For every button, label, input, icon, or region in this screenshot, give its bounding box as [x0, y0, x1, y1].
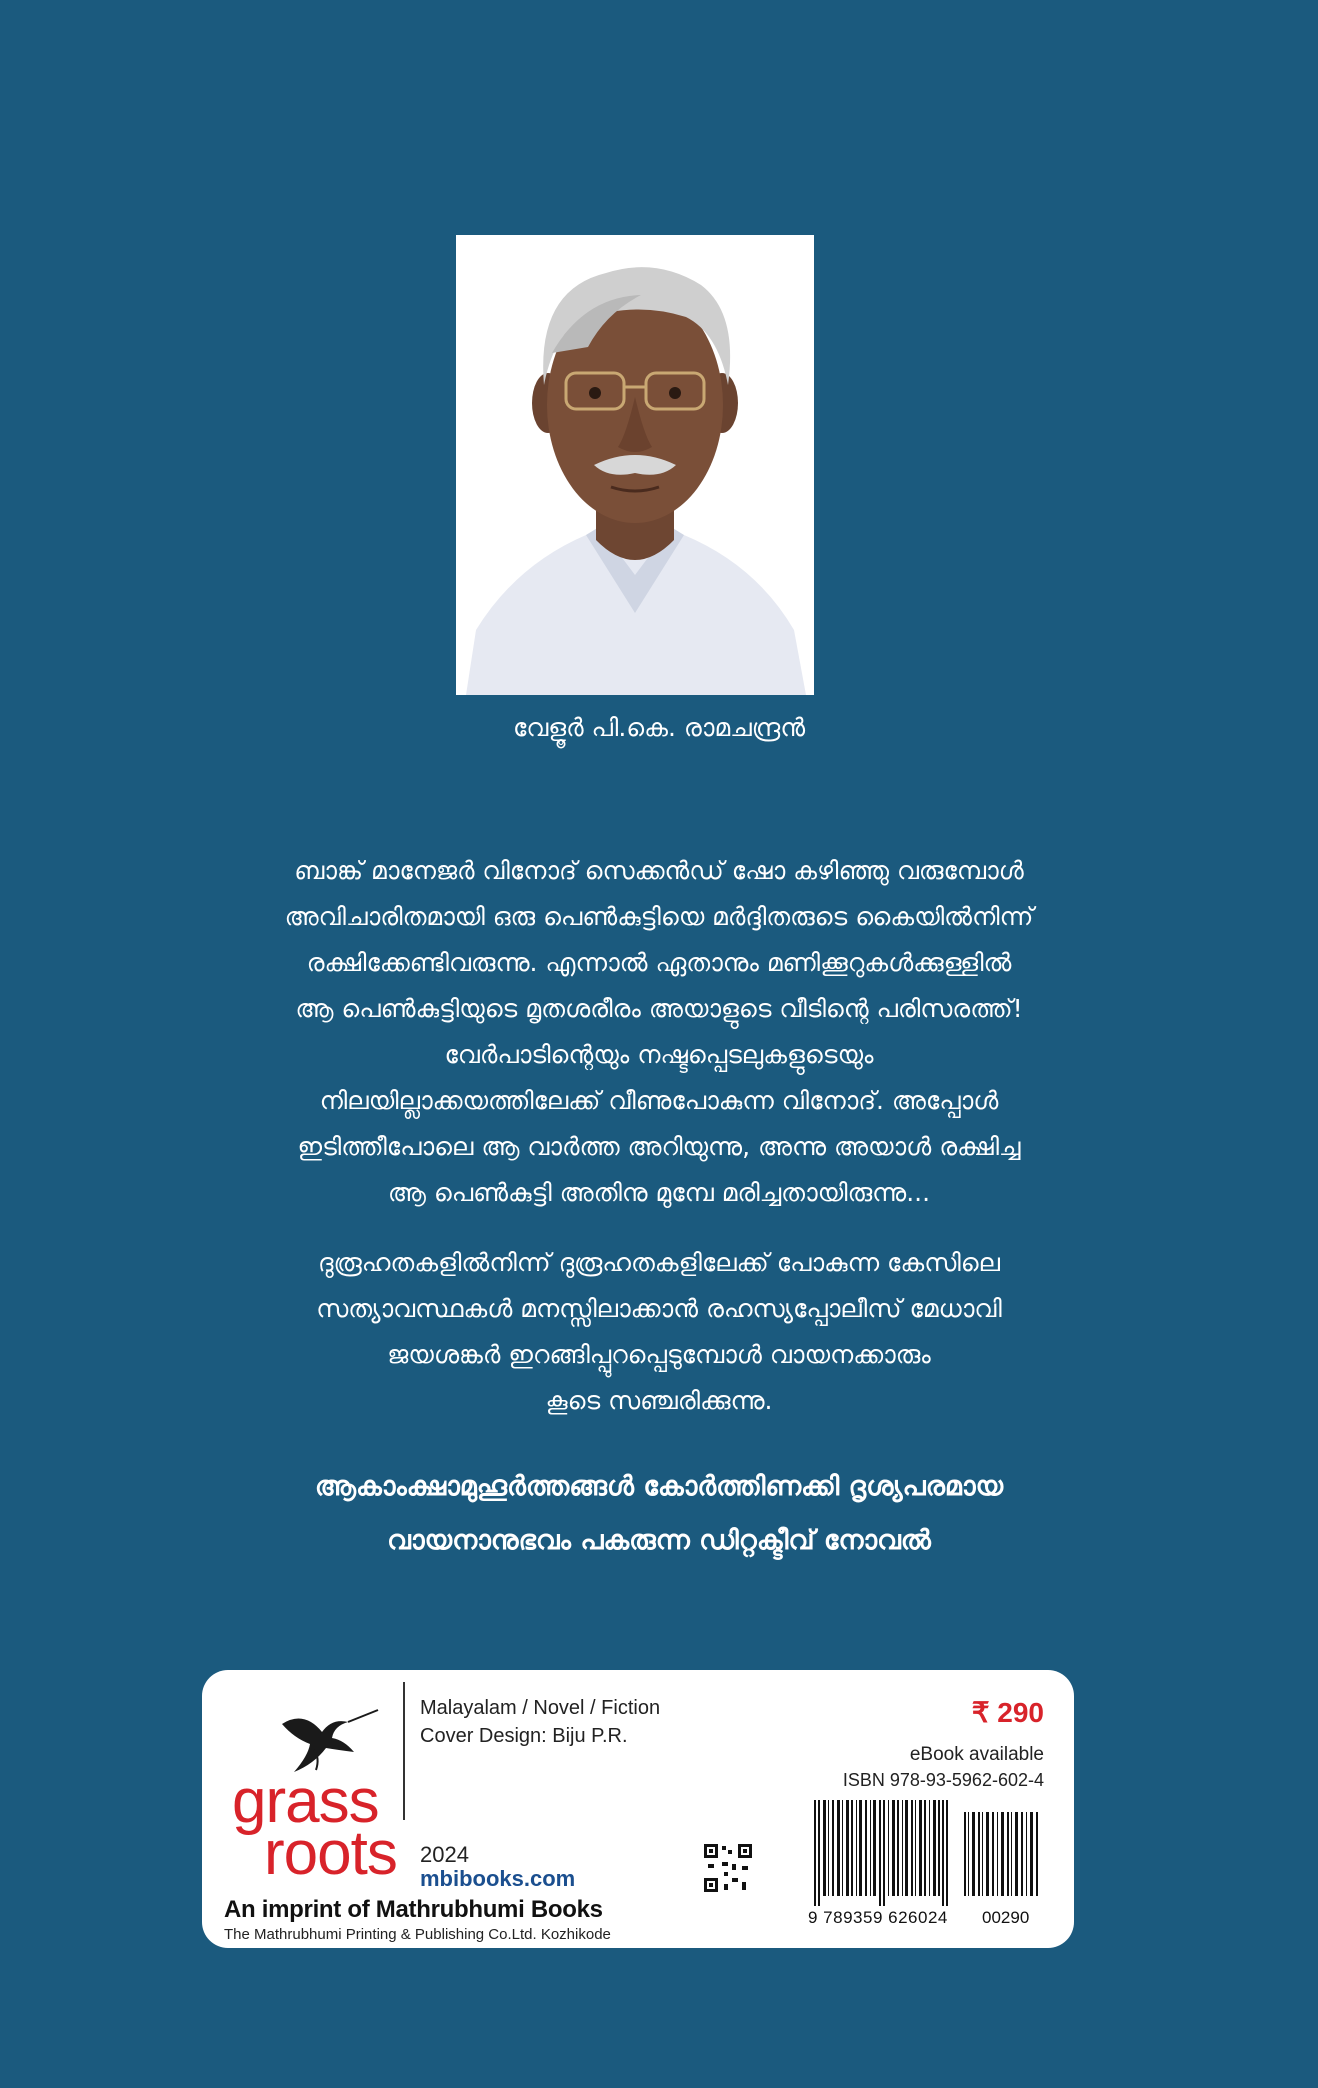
barcode-number: 9 789359 626024	[808, 1908, 948, 1927]
barcode-addon: 00290	[982, 1908, 1030, 1927]
cover-design-credit: Cover Design: Biju P.R.	[420, 1725, 628, 1747]
logo-line-1: grass	[232, 1767, 379, 1836]
ebook-note: eBook available	[909, 1744, 1044, 1765]
blurb-paragraph-2	[150, 1240, 1168, 1424]
blurb-line: ഇടിത്തീപോലെ ആ വാർത്ത അറിയുന്നു, അന്നു അയാൾ രക്ഷിച്ച	[297, 1132, 1021, 1161]
qr-code-icon	[702, 1842, 754, 1894]
bird-logo-icon	[274, 1692, 384, 1778]
publication-year: 2024	[420, 1842, 469, 1867]
blurb-line: ബാങ്ക് മാനേജർ വിനോദ് സെക്കൻഡ് ഷോ കഴിഞ്ഞു വരുമ്പോൾ	[294, 856, 1024, 885]
tagline	[150, 1460, 1168, 1568]
publisher-company: The Mathrubhumi Printing & Publishing Co.Ltd. Kozhikode	[224, 1926, 611, 1943]
isbn: ISBN 978-93-5962-602-4	[842, 1770, 1044, 1790]
blurb-line: രക്ഷിക്കേണ്ടിവരുന്നു. എന്നാൽ ഏതാനും മണിക്കൂറുകൾക്കുള്ളിൽ	[306, 948, 1012, 977]
blurb-line: നിലയില്ലാക്കയത്തിലേക്ക് വീണുപോകുന്ന വിനോദ്. അപ്പോൾ	[319, 1086, 999, 1115]
blurb-line: അവിചാരിതമായി ഒരു പെൺകുട്ടിയെ മർദ്ദിതരുടെ കൈയിൽനിന്ന്	[284, 902, 1034, 931]
blurb-line: ദുരൂഹതകളിൽനിന്ന് ദുരൂഹതകളിലേക്ക് പോകുന്ന കേസിലെ	[318, 1248, 1000, 1277]
blurb-line: സത്യാവസ്ഥകൾ മനസ്സിലാക്കാൻ രഹസ്യപ്പോലീസ് മേധാവി	[316, 1294, 1002, 1323]
divider	[403, 1682, 405, 1820]
blurb-line: ആ പെൺകുട്ടിയുടെ മൃതശരീരം അയാളുടെ വീടിന്റെ പരിസരത്ത്!	[295, 994, 1023, 1023]
tagline-line: വായനാനുഭവം പകരുന്ന ഡിറ്റക്ടീവ് നോവൽ	[387, 1525, 931, 1556]
imprint-line: An imprint of Mathrubhumi Books	[224, 1896, 603, 1923]
logo-line-2: roots	[264, 1819, 397, 1888]
publisher-panel	[202, 1670, 1074, 1948]
category: Malayalam / Novel / Fiction	[420, 1697, 661, 1719]
book-meta	[420, 1694, 660, 1750]
tagline-line: ആകാംക്ഷാമുഹൂർത്തങ്ങൾ കോർത്തിണക്കി ദൃശ്യപരമായ	[314, 1471, 1004, 1502]
blurb-line: വേർപാടിന്റെയും നഷ്ടപ്പെടലുകളുടെയും	[444, 1040, 874, 1069]
blurb-paragraph-1	[150, 848, 1168, 1216]
author-name: വേളൂർ പി.കെ. രാമചന്ദ്രൻ	[512, 713, 806, 742]
blurb-line: ജയശങ്കർ ഇറങ്ങിപ്പുറപ്പെടുമ്പോൾ വായനക്കാരും	[387, 1340, 931, 1369]
author-photo	[456, 235, 814, 695]
price: ₹ 290	[971, 1697, 1044, 1728]
barcode-icon	[814, 1800, 1046, 1906]
blurb-line: കൂടെ സഞ്ചരിക്കുന്നു.	[545, 1386, 773, 1415]
website-link[interactable]: mbibooks.com	[420, 1866, 576, 1891]
blurb-line: ആ പെൺകുട്ടി അതിനു മുമ്പേ മരിച്ചതായിരുന്നു...	[387, 1178, 931, 1207]
